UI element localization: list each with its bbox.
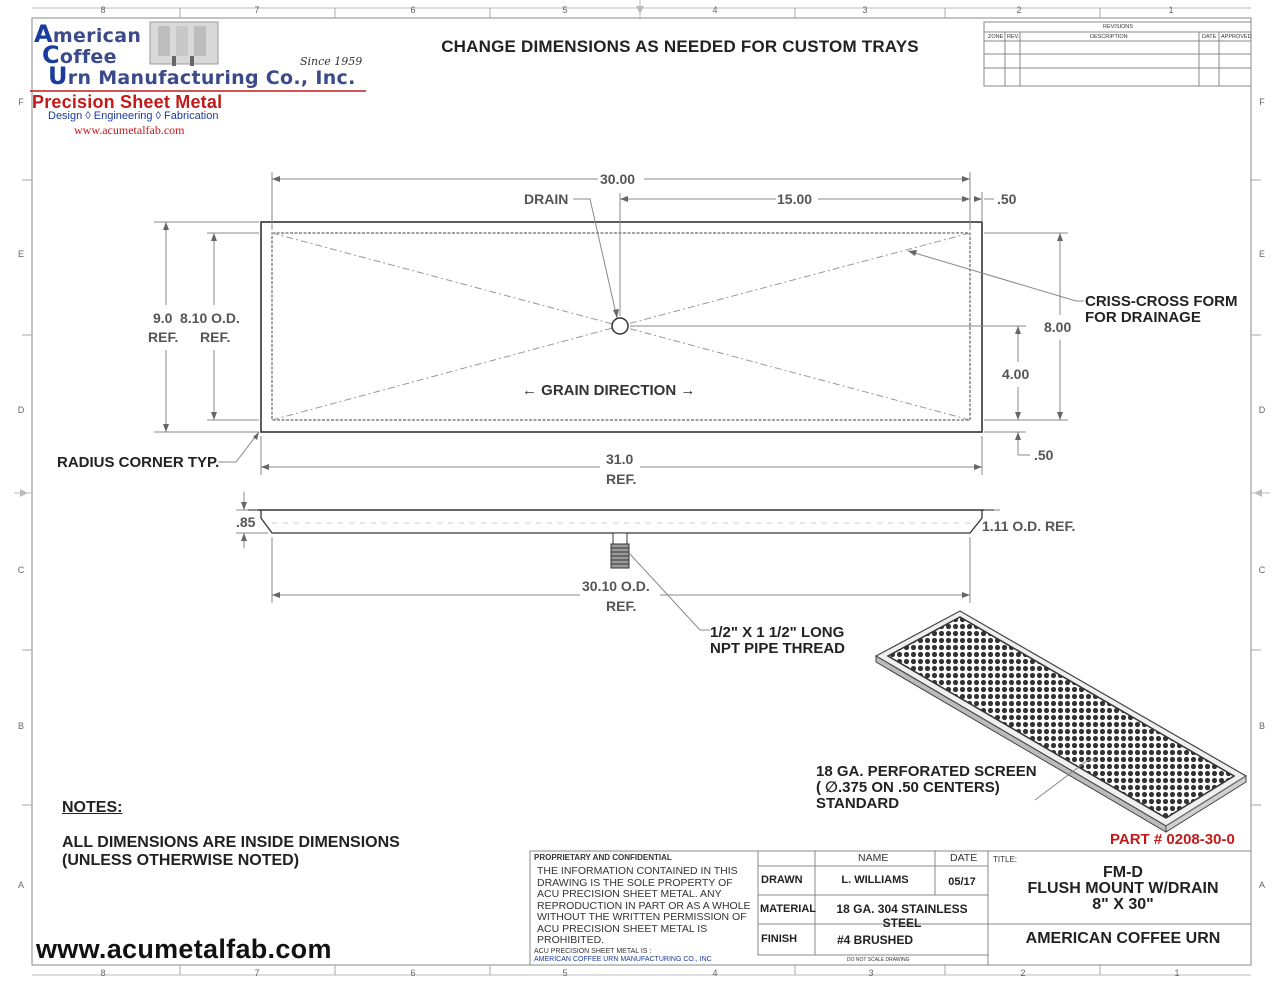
finish-label: FINISH [761,933,798,945]
dim-depth: .85 [236,514,256,530]
drawing-border [14,0,1270,975]
zone-top-6: 6 [410,5,416,15]
zone-top-4: 4 [712,5,718,15]
zone-bottom-7: 7 [254,968,260,978]
logo-line-3: Urn Manufacturing Co., Inc. [48,62,356,90]
drawing-title: FM-D FLUSH MOUNT W/DRAIN 8" X 30" [1027,864,1219,913]
logo-since: Since 1959 [300,55,363,68]
notes-body: ALL DIMENSIONS ARE INSIDE DIMENSIONS (UNLESS OTHERWISE NOTED) [62,834,400,869]
material-label: MATERIAL [760,903,817,915]
dim-od-length: 30.10 O.D. [582,578,650,594]
dim-inside-width: 8.00 [1044,319,1072,335]
zone-right-e: E [1258,249,1265,259]
zone-top-8: 8 [100,5,106,15]
notes-title: NOTES: [62,799,123,816]
drain-label: DRAIN [524,191,569,207]
zone-bottom-6: 6 [410,968,416,978]
grain-direction: ← GRAIN DIRECTION → [522,382,696,399]
rev-col-zone: ZONE [988,34,1004,40]
dim-width-od-note: REF. [200,329,231,345]
zone-right-f: F [1259,97,1265,107]
part-number: PART # 0208-30-0 [1110,831,1235,848]
zone-left-a: A [17,880,24,890]
dim-drain-offset: 15.00 [777,191,813,207]
drawn-label: DRAWN [761,874,803,886]
company-name: AMERICAN COFFEE URN [1025,930,1221,947]
dim-od-length-note: REF. [606,598,637,614]
rev-col-rev: REV. [1007,34,1020,40]
zone-bottom-4: 4 [712,968,718,978]
perforated-screen-callout: 18 GA. PERFORATED SCREEN ( ∅.375 ON .50 CENTERS) STANDARD [816,763,1037,812]
zone-right-d: D [1258,405,1266,415]
rev-col-approved: APPROVED [1221,34,1252,40]
zone-left-b: B [17,721,24,731]
rev-col-date: DATE [1202,34,1217,40]
criss-cross-callout: CRISS-CROSS FORM FOR DRAINAGE [1085,293,1238,326]
logo-line-2: Coffee [42,41,117,69]
proprietary-text: THE INFORMATION CONTAINED IN THIS DRAWING IS THE SOLE PROPERTY OF ACU PRECISION SHEET METAL. ANY REPRODUCTION IN PART OR AS A WHOLE WITHOUT THE WRITTEN PERMISSION OF ACU PRECISION SHEET METAL IS PROHIBITED. [537,865,751,946]
side-view [248,510,994,568]
dim-width-ref: 9.0 [153,310,173,326]
dim-overall-ref-note: REF. [606,471,637,487]
company-note-2: AMERICAN COFFEE URN MANUFACTURING CO., INC [534,956,712,963]
dim-edge-top: .50 [997,191,1017,207]
drawn-date: 05/17 [948,876,976,888]
logo-tagline: Precision Sheet Metal [32,92,223,112]
logo-services: Design ◊ Engineering ◊ Fabrication [48,110,219,122]
zone-top-5: 5 [562,5,568,15]
zone-right-b: B [1258,721,1265,731]
radius-corner-callout: RADIUS CORNER TYP. [57,454,220,471]
finish-value: #4 BRUSHED [836,933,914,947]
zone-left-c: C [17,565,25,575]
dim-depth-od: 1.11 O.D. REF. [982,518,1076,534]
name-header: NAME [858,852,889,864]
revisions-title: REVISIONS [1103,24,1133,30]
company-note-1: ACU PRECISION SHEET METAL IS : [534,948,652,955]
zone-left-d: D [17,405,25,415]
logo-line-1: American [34,20,142,48]
top-view [261,222,982,432]
zone-bottom-2: 2 [1020,968,1026,978]
zone-right-a: A [1258,880,1265,890]
revisions-table [984,22,1251,86]
zone-left-f: F [18,97,24,107]
title-label: TITLE: [993,855,1018,864]
zone-top-3: 3 [862,5,868,15]
zone-bottom-8: 8 [100,968,106,978]
dim-width-od: 8.10 O.D. [180,310,240,326]
footer-website: www.acumetalfab.com [36,934,332,964]
dim-width-ref-note: REF. [148,329,179,345]
dim-overall-ref: 31.0 [606,451,634,467]
zone-top-1: 1 [1168,5,1174,15]
date-header: DATE [950,852,978,864]
logo-website: www.acumetalfab.com [74,123,185,137]
zone-bottom-3: 3 [868,968,874,978]
dim-edge-bottom: .50 [1034,447,1054,463]
dim-overall-length: 30.00 [600,171,636,187]
material-value: 18 GA. 304 STAINLESS STEEL [836,902,968,930]
rev-col-description: DESCRIPTION [1090,34,1128,40]
dim-drain-height: 4.00 [1002,366,1030,382]
zone-bottom-5: 5 [562,968,568,978]
drawn-name: L. WILLIAMS [841,874,909,886]
zone-left-e: E [17,249,24,259]
do-not-scale: DO NOT SCALE DRAWING [847,957,910,963]
zone-top-2: 2 [1016,5,1022,15]
proprietary-header: PROPRIETARY AND CONFIDENTIAL [534,853,672,862]
pipe-thread-callout: 1/2" X 1 1/2" LONG NPT PIPE THREAD [710,624,846,657]
zone-bottom-1: 1 [1174,968,1180,978]
drawing-heading: CHANGE DIMENSIONS AS NEEDED FOR CUSTOM TRAYS [441,37,919,56]
zone-top-7: 7 [254,5,260,15]
zone-right-c: C [1258,565,1266,575]
